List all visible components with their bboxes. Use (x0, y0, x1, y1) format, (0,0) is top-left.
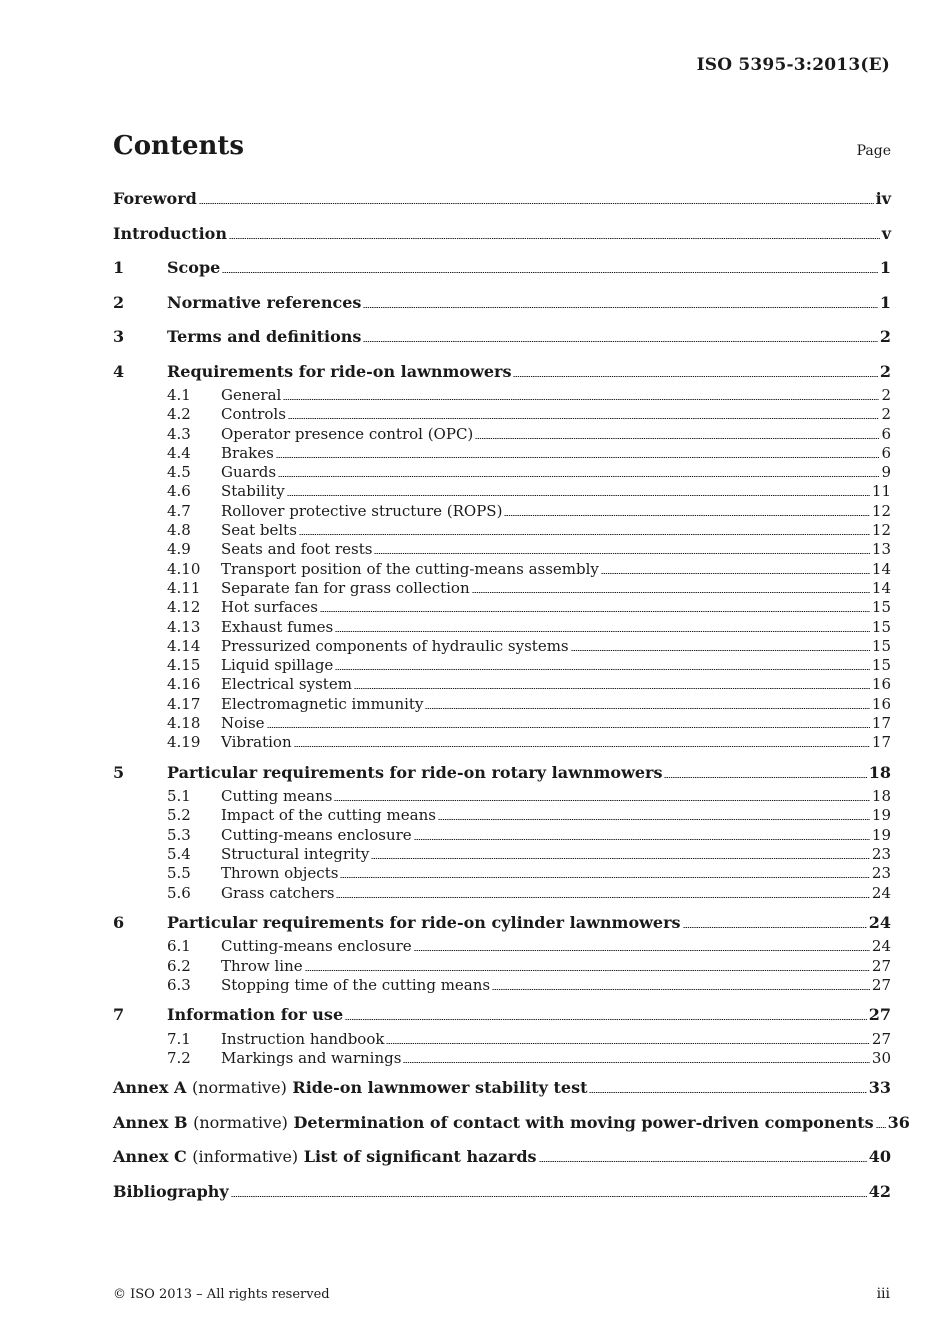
toc-subentry[interactable] (113, 806, 891, 825)
toc-page-number: 23 (871, 845, 891, 864)
toc-number: 6.1 (167, 937, 191, 956)
toc-page-number: 1 (879, 292, 891, 312)
annex-prefix: Annex C (113, 1147, 187, 1167)
toc-title: Requirements for ride-on lawnmowers (167, 361, 512, 381)
toc-number: 4.16 (167, 675, 201, 694)
toc-subentry[interactable] (113, 937, 891, 956)
toc-number: 4.15 (167, 656, 201, 675)
toc-title: Particular requirements for ride-on rotary lawnmowers (167, 762, 663, 782)
toc-title: Throw line (221, 956, 303, 975)
toc-title (113, 1143, 537, 1172)
dot-leader (199, 203, 874, 204)
toc-page-number: 2 (881, 386, 891, 404)
toc-title: Foreword (113, 189, 197, 208)
annex-prefix: Annex B (113, 1112, 188, 1132)
toc-subentry[interactable] (113, 714, 891, 733)
toc-page-number: 6 (881, 443, 891, 462)
toc-page-number: 24 (868, 912, 891, 932)
toc-number: 5.5 (167, 864, 191, 883)
toc-title: Vibration (221, 733, 292, 752)
toc-title: Information for use (167, 1005, 344, 1025)
toc-number: 7.1 (167, 1029, 191, 1048)
toc-page-number: 14 (871, 578, 891, 597)
toc-page-number: 24 (871, 883, 891, 902)
toc-subentry[interactable] (113, 637, 891, 656)
toc-subentry[interactable] (113, 1030, 891, 1049)
toc-number: 4.5 (167, 463, 191, 482)
toc-subentry[interactable] (113, 463, 891, 482)
toc-title: Cutting means (221, 787, 333, 806)
annex-type: (normative) (191, 1078, 287, 1098)
dot-leader (683, 927, 867, 928)
toc-title: Stability (221, 482, 285, 501)
toc-page-number: 15 (871, 636, 891, 655)
toc-title: Seats and foot rests (221, 540, 373, 559)
toc-subentry[interactable] (113, 560, 891, 579)
toc-number: 5.6 (167, 883, 191, 902)
dot-leader (294, 746, 870, 747)
toc-subentry[interactable] (113, 884, 891, 903)
annex-title: Ride-on lawnmower stability test (292, 1078, 588, 1098)
dot-leader (305, 970, 870, 971)
dot-leader (335, 669, 870, 670)
toc-title: Hot surfaces (221, 598, 318, 617)
toc-title: Scope (167, 258, 221, 277)
dot-leader (288, 418, 880, 419)
toc-number: 7.2 (167, 1049, 191, 1068)
toc-number: 4.3 (167, 424, 191, 443)
toc-page-number: 27 (871, 976, 891, 995)
dot-leader (664, 777, 866, 778)
toc-subentry[interactable] (113, 787, 891, 806)
toc-page-number: 17 (871, 733, 891, 752)
toc-subentry[interactable] (113, 695, 891, 714)
toc-page-number: 14 (871, 559, 891, 578)
toc-entry[interactable] (113, 185, 891, 214)
toc-subentry[interactable] (113, 579, 891, 598)
dot-leader (371, 858, 870, 859)
dot-leader (287, 495, 870, 496)
dot-leader (601, 573, 870, 574)
toc-number: 6.2 (167, 956, 191, 975)
toc-page-number: 9 (881, 463, 891, 482)
toc-subentry[interactable] (113, 444, 891, 463)
toc-page-number: 1 (879, 258, 891, 277)
toc-page-number: 16 (871, 675, 891, 694)
dot-leader (335, 631, 870, 632)
toc-entry[interactable] (113, 1074, 891, 1103)
dot-leader (876, 1127, 886, 1128)
toc-title: General (221, 386, 282, 404)
toc-title: Noise (221, 714, 265, 733)
toc-page-number: 30 (871, 1049, 891, 1068)
toc-subentry[interactable] (113, 826, 891, 845)
toc-entry[interactable] (113, 1178, 891, 1207)
toc-number: 4.11 (167, 578, 201, 597)
dot-leader (229, 238, 880, 239)
toc-subentry[interactable] (113, 656, 891, 675)
toc-number: 4.14 (167, 636, 201, 655)
toc-title (113, 1074, 587, 1103)
toc-entry[interactable] (113, 220, 891, 249)
toc-page-number: v (881, 223, 891, 243)
annex-title: List of significant hazards (303, 1147, 537, 1167)
toc-number: 4.17 (167, 694, 201, 713)
toc-page-number: 15 (871, 598, 891, 617)
dot-leader (320, 611, 870, 612)
toc-page-number: 27 (871, 1029, 891, 1048)
toc-number: 2 (113, 292, 125, 312)
toc-title: Controls (221, 405, 286, 424)
dot-leader (414, 950, 870, 951)
toc-page-number: 18 (868, 762, 891, 782)
toc-page-number: 15 (871, 617, 891, 636)
dot-leader (278, 476, 879, 477)
dot-leader (513, 376, 877, 377)
toc-title: Introduction (113, 223, 227, 243)
toc-subentry[interactable] (113, 864, 891, 883)
toc-page-number: 18 (871, 787, 891, 806)
dot-leader (374, 553, 869, 554)
toc-title: Operator presence control (OPC) (221, 424, 474, 443)
toc-page-number: 12 (871, 521, 891, 540)
toc-number: 4.13 (167, 617, 201, 636)
dot-leader (492, 989, 870, 990)
dot-leader (336, 897, 869, 898)
toc-number: 5 (113, 762, 125, 782)
dot-leader (571, 650, 870, 651)
dot-leader (438, 819, 870, 820)
toc-subentry[interactable] (113, 405, 891, 424)
toc-subentry[interactable] (113, 618, 891, 637)
toc-title: Rollover protective structure (ROPS) (221, 501, 503, 520)
toc-page-number: 33 (868, 1078, 891, 1098)
toc-number: 7 (113, 1005, 125, 1025)
toc-title: Cutting-means enclosure (221, 825, 412, 844)
toc-page-number: 19 (871, 825, 891, 844)
dot-leader (222, 272, 878, 273)
toc-title (113, 1109, 874, 1138)
toc-title: Electromagnetic immunity (221, 694, 424, 713)
toc-page-number: 2 (879, 327, 891, 346)
toc-number: 1 (113, 258, 125, 277)
toc-number: 5.1 (167, 787, 191, 806)
toc-page-number: 19 (871, 806, 891, 825)
dot-leader (589, 1092, 866, 1093)
dot-leader (363, 341, 877, 342)
toc-page-number: 13 (871, 540, 891, 559)
toc-title: Separate fan for grass collection (221, 578, 470, 597)
toc-number: 5.2 (167, 806, 191, 825)
toc-page-number: 36 (887, 1112, 910, 1132)
toc-entry[interactable] (113, 323, 891, 352)
toc-title: Thrown objects (221, 864, 339, 883)
toc-page-number: 6 (881, 424, 891, 443)
toc-page-number: 12 (871, 501, 891, 520)
dot-leader (354, 688, 870, 689)
toc-page-number: 27 (868, 1005, 891, 1025)
toc-number: 4.6 (167, 482, 191, 501)
toc-number: 6 (113, 912, 125, 932)
annex-type: (normative) (193, 1112, 288, 1132)
annex-prefix: Annex A (113, 1078, 187, 1098)
toc-subentry[interactable] (113, 425, 891, 444)
toc-subentry[interactable] (113, 598, 891, 617)
copyright-notice: © ISO 2013 – All rights reserved (113, 1287, 330, 1302)
dot-leader (414, 839, 870, 840)
toc-page-number: 24 (871, 937, 891, 956)
toc-page-number: 11 (871, 482, 891, 501)
page-number: iii (876, 1286, 890, 1302)
toc-subentry[interactable] (113, 976, 891, 995)
toc-page-number: iv (875, 189, 891, 208)
dot-leader (504, 515, 869, 516)
toc-page-number: 16 (871, 694, 891, 713)
toc-page-number: 27 (871, 956, 891, 975)
dot-leader (425, 708, 869, 709)
toc-subentry[interactable] (113, 502, 891, 521)
toc-number: 6.3 (167, 976, 191, 995)
toc-page-number: 23 (871, 864, 891, 883)
toc-subentry[interactable] (113, 482, 891, 501)
dot-leader (340, 877, 869, 878)
toc-title: Instruction handbook (221, 1029, 385, 1048)
dot-leader (345, 1019, 867, 1020)
toc-title: Structural integrity (221, 845, 370, 864)
toc-title: Markings and warnings (221, 1049, 402, 1068)
toc-entry[interactable] (113, 1143, 891, 1172)
toc-page-number: 40 (868, 1147, 891, 1167)
toc-subentry[interactable] (113, 540, 891, 559)
toc-title: Brakes (221, 443, 274, 462)
toc-entry[interactable] (113, 289, 891, 318)
dot-leader (231, 1196, 867, 1197)
toc-title: Electrical system (221, 675, 352, 694)
toc-entry[interactable] (113, 358, 891, 387)
toc-number: 4.12 (167, 598, 201, 617)
toc-subentry[interactable] (113, 845, 891, 864)
dot-leader (475, 438, 879, 439)
contents-title: Contents (113, 131, 245, 161)
toc-title: Transport position of the cutting-means assembly (221, 559, 599, 578)
annex-title: Determination of contact with moving power-driven components (293, 1112, 874, 1132)
toc-page-number: 15 (871, 656, 891, 675)
toc-title: Grass catchers (221, 883, 335, 902)
dot-leader (539, 1161, 867, 1162)
annex-type: (informative) (192, 1147, 299, 1167)
dot-leader (363, 307, 877, 308)
toc-number: 4.18 (167, 714, 201, 733)
dot-leader (283, 399, 879, 400)
toc-subentry[interactable] (113, 957, 891, 976)
toc-page-number: 2 (879, 361, 891, 381)
toc-entry[interactable] (113, 1001, 891, 1030)
toc-number: 4.1 (167, 386, 191, 404)
dot-leader (386, 1043, 869, 1044)
toc-number: 5.3 (167, 825, 191, 844)
toc-number: 4.7 (167, 501, 191, 520)
toc-number: 3 (113, 327, 125, 346)
toc-entry[interactable] (113, 759, 891, 788)
dot-leader (299, 534, 870, 535)
toc-entry[interactable] (113, 1109, 910, 1138)
toc-number: 4.10 (167, 559, 201, 578)
dot-leader (276, 457, 880, 458)
toc-title: Cutting-means enclosure (221, 937, 412, 956)
toc-number: 4.19 (167, 733, 201, 752)
toc-subentry[interactable] (113, 733, 891, 752)
toc-number: 4.4 (167, 443, 191, 462)
toc-page-number: 17 (871, 714, 891, 733)
toc-page-number: 42 (868, 1181, 891, 1201)
toc-title: Stopping time of the cutting means (221, 976, 491, 995)
toc-title: Particular requirements for ride-on cylinder lawnmowers (167, 912, 681, 932)
toc-number: 4.2 (167, 405, 191, 424)
toc-title: Terms and definitions (167, 327, 362, 346)
toc-entry[interactable] (113, 254, 891, 283)
dot-leader (472, 592, 870, 593)
toc-title: Bibliography (113, 1181, 229, 1201)
dot-leader (403, 1062, 869, 1063)
toc-number: 5.4 (167, 845, 191, 864)
contents-header (113, 131, 891, 165)
dot-leader (334, 800, 869, 801)
toc-subentry[interactable] (113, 521, 891, 540)
toc-page-number: 2 (881, 405, 891, 424)
toc-title: Guards (221, 463, 277, 482)
toc-title: Seat belts (221, 521, 297, 540)
document-id: ISO 5395-3:2013(E) (696, 55, 890, 75)
toc-number: 4.8 (167, 521, 191, 540)
toc-title: Pressurized components of hydraulic systems (221, 636, 569, 655)
toc-title: Exhaust fumes (221, 617, 334, 636)
table-of-contents (113, 185, 910, 1206)
toc-subentry[interactable] (113, 386, 891, 405)
toc-entry[interactable] (113, 909, 891, 938)
toc-number: 4 (113, 361, 125, 381)
toc-subentry[interactable] (113, 675, 891, 694)
dot-leader (267, 727, 870, 728)
toc-title: Liquid spillage (221, 656, 334, 675)
toc-title: Impact of the cutting means (221, 806, 436, 825)
toc-subentry[interactable] (113, 1049, 891, 1068)
toc-title: Normative references (167, 292, 362, 312)
page-column-label: Page (856, 143, 891, 159)
toc-number: 4.9 (167, 540, 191, 559)
